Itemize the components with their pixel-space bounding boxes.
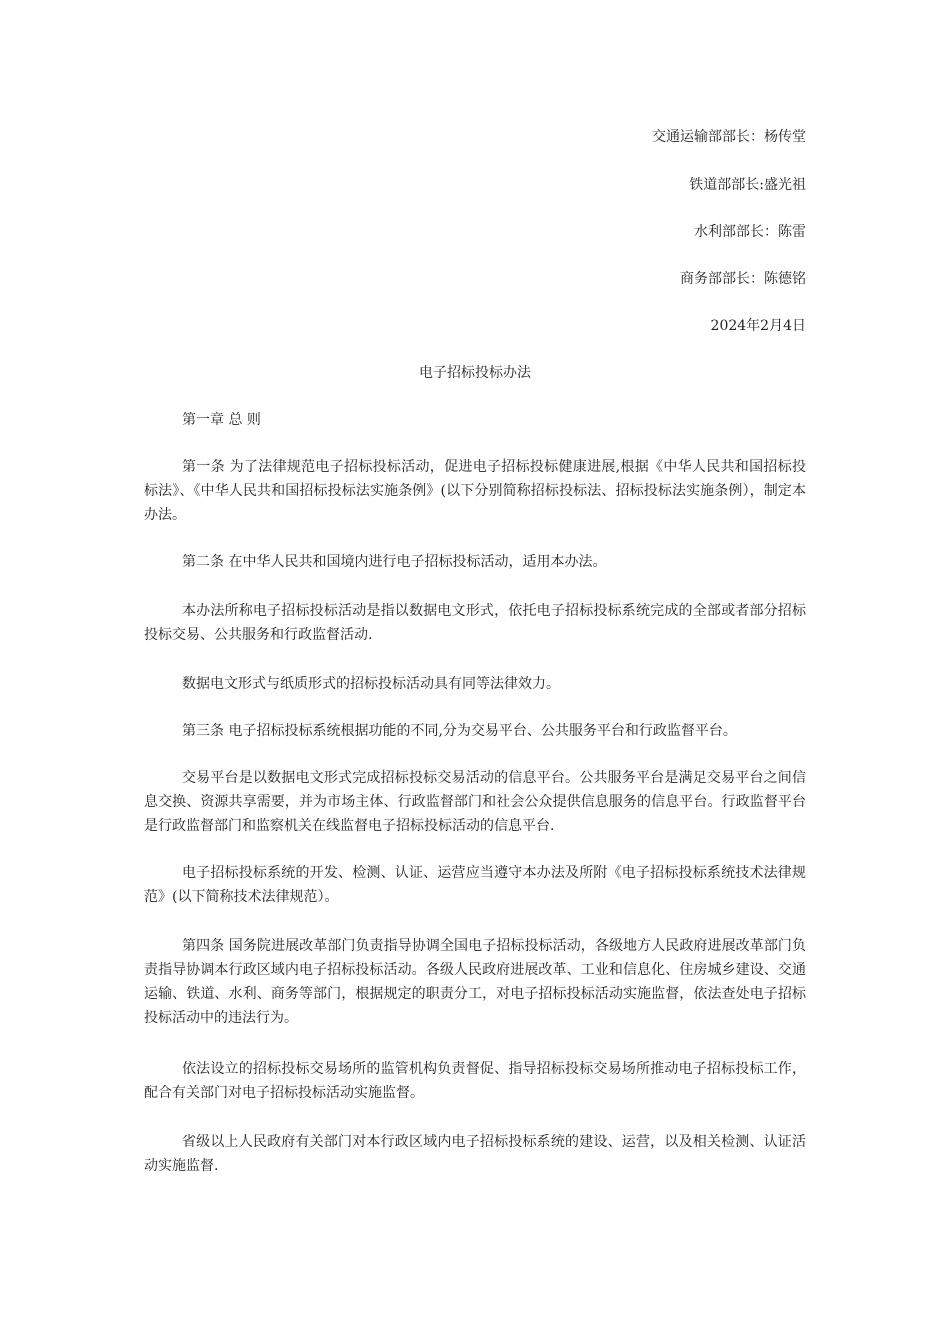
signature-date: 2024年2月4日 bbox=[710, 318, 806, 334]
signature-line: 交通运输部部长：杨传堂 bbox=[652, 129, 806, 145]
paragraph: 电子招标投标系统的开发、检测、认证、运营应当遵守本办法及所附《电子招标投标系统技术法律规范》(以下简称技术法律规范）。 bbox=[144, 865, 806, 905]
signature-line: 商务部部长：陈德铭 bbox=[680, 271, 806, 287]
paragraph: 第三条 电子招标投标系统根据功能的不同,分为交易平台、公共服务平台和行政监督平台。 bbox=[182, 723, 737, 739]
paragraph: 依法设立的招标投标交易场所的监管机构负责督促、指导招标投标交易场所推动电子招标投标工作，配合有关部门对电子招标投标活动实施监督。 bbox=[144, 1061, 806, 1101]
paragraph: 第二条 在中华人民共和国境内进行电子招标投标活动，适用本办法。 bbox=[182, 554, 607, 570]
signature-line: 水利部部长：陈雷 bbox=[694, 224, 806, 240]
paragraph: 本办法所称电子招标投标活动是指以数据电文形式，依托电子招标投标系统完成的全部或者部分招标投标交易、公共服务和行政监督活动. bbox=[144, 603, 806, 643]
paragraph: 第一条 为了法律规范电子招标投标活动，促进电子招标投标健康进展,根据《中华人民共和国招标投标法》、《中华人民共和国招标投标法实施条例》(以下分别简称招标投标法、招标投标法实施条例），制定本办法。 bbox=[144, 459, 806, 523]
chapter-heading: 第一章 总 则 bbox=[182, 412, 261, 428]
paragraph: 交易平台是以数据电文形式完成招标投标交易活动的信息平台。公共服务平台是满足交易平台之间信息交换、资源共享需要，并为市场主体、行政监督部门和社会公众提供信息服务的信息平台。行政监督平台是行政监督部门和监察机关在线监督电子招标投标活动的信息平台. bbox=[144, 770, 806, 834]
paragraph: 第四条 国务院进展改革部门负责指导协调全国电子招标投标活动，各级地方人民政府进展改革部门负责指导协调本行政区域内电子招标投标活动。各级人民政府进展改革、工业和信息化、住房城乡建设、交通运输、铁道、水利、商务等部门，根据规定的职责分工，对电子招标投标活动实施监督，依法查处电子招标投标活动中的违法行为。 bbox=[144, 938, 806, 1026]
paragraph: 数据电文形式与纸质形式的招标投标活动具有同等法律效力。 bbox=[182, 676, 560, 692]
signature-line: 铁道部部长:盛光祖 bbox=[689, 177, 806, 193]
document-title: 电子招标投标办法 bbox=[419, 365, 531, 381]
paragraph: 省级以上人民政府有关部门对本行政区域内电子招标投标系统的建设、运营，以及相关检测、认证活动实施监督. bbox=[144, 1134, 806, 1174]
